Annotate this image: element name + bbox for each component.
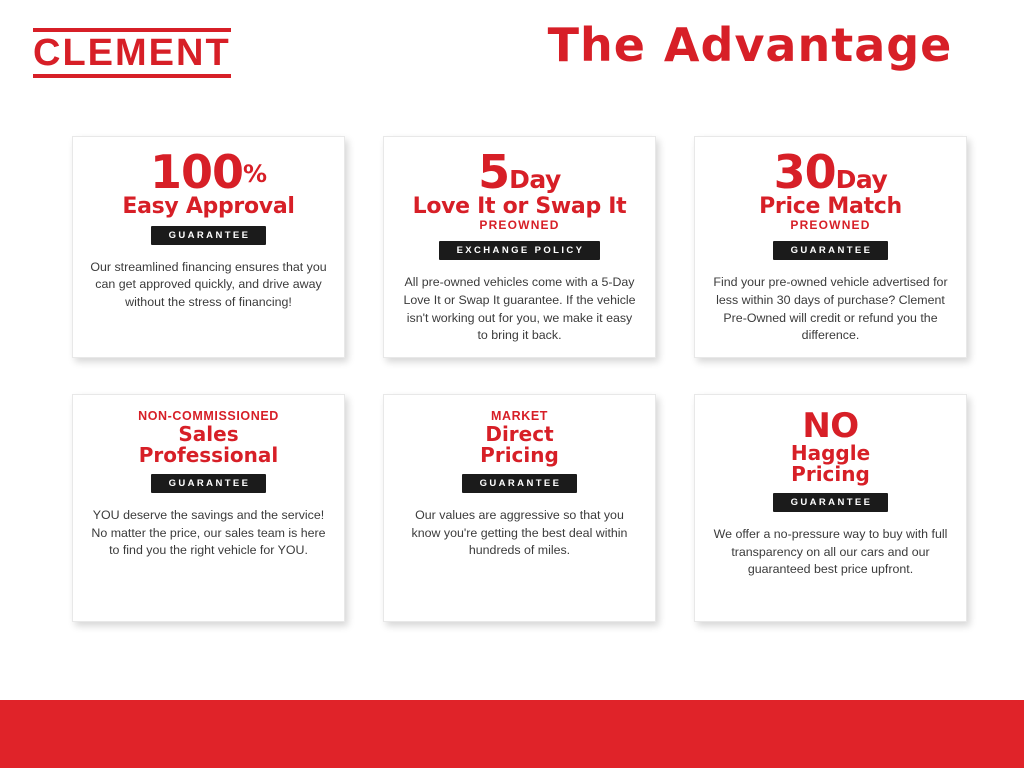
headline-preowned: PREOWNED bbox=[790, 217, 871, 232]
headline-number: 100 bbox=[149, 145, 243, 199]
card-market-direct-pricing bbox=[383, 394, 656, 622]
card-headline bbox=[400, 145, 639, 260]
headline-day: Day bbox=[835, 165, 888, 194]
headline-number: 5 bbox=[478, 145, 510, 199]
page-title-word-the: The bbox=[547, 18, 646, 72]
card-price-match bbox=[694, 136, 967, 358]
card-body: All pre-owned vehicles come with a 5-Day Love It or Swap It guarantee. If the vehicle isn't working out for you, we make it easy to bring it back. bbox=[403, 275, 636, 343]
status-badge: GUARANTEE bbox=[773, 493, 889, 512]
card-love-it-or-swap-it bbox=[383, 136, 656, 358]
card-no-haggle-pricing bbox=[694, 394, 967, 622]
status-badge: GUARANTEE bbox=[151, 474, 267, 493]
headline-line1: Sales bbox=[178, 422, 239, 446]
headline-kicker: MARKET bbox=[490, 409, 549, 423]
status-badge: GUARANTEE bbox=[151, 226, 267, 245]
headline-subtitle: Love It or Swap It bbox=[412, 193, 627, 219]
headline-number: 30 bbox=[773, 145, 836, 199]
card-body: We offer a no-pressure way to buy with full transparency on all our cars and our guaranteed best price upfront. bbox=[713, 527, 948, 577]
status-badge: GUARANTEE bbox=[773, 241, 889, 260]
headline-line2: Pricing bbox=[791, 462, 870, 486]
card-body: Find your pre-owned vehicle advertised for less within 30 days of purchase? Clement Pre-Owned will credit or refund you the difference. bbox=[713, 275, 948, 343]
headline-line1: Haggle bbox=[790, 441, 871, 465]
headline-line2: Professional bbox=[138, 443, 279, 467]
headline-big: NO bbox=[802, 406, 859, 446]
headline-line1: Direct bbox=[485, 422, 554, 446]
advantage-card-grid bbox=[72, 136, 968, 622]
page-title-word-advantage: Advantage bbox=[663, 18, 953, 72]
headline-preowned: PREOWNED bbox=[479, 217, 560, 232]
card-body: Our values are aggressive so that you know you're getting the best deal within hundreds of miles. bbox=[411, 508, 628, 558]
card-body: Our streamlined financing ensures that you can get approved quickly, and drive away without the stress of financing! bbox=[90, 259, 327, 309]
page-header bbox=[0, 0, 1024, 100]
footer-bar bbox=[0, 700, 1024, 768]
headline-subtitle: Easy Approval bbox=[122, 193, 295, 219]
card-headline bbox=[400, 409, 639, 493]
card-easy-approval bbox=[72, 136, 345, 358]
headline-day: Day bbox=[509, 165, 561, 194]
page-title bbox=[500, 18, 1000, 72]
card-non-commissioned-sales bbox=[72, 394, 345, 622]
card-headline bbox=[711, 406, 950, 512]
clement-logo: CLEMENT bbox=[33, 28, 231, 78]
card-body: YOU deserve the savings and the service! No matter the price, our sales team is here to find you the right vehicle for YOU. bbox=[91, 508, 326, 558]
card-headline bbox=[711, 145, 950, 260]
headline-kicker: NON-COMMISSIONED bbox=[138, 409, 279, 423]
headline-line2: Pricing bbox=[480, 443, 559, 467]
headline-subtitle: Price Match bbox=[759, 193, 902, 219]
card-headline bbox=[89, 145, 328, 245]
status-badge: GUARANTEE bbox=[462, 474, 578, 493]
card-headline bbox=[89, 409, 328, 493]
headline-percent: % bbox=[242, 159, 268, 188]
status-badge: EXCHANGE POLICY bbox=[439, 241, 601, 260]
